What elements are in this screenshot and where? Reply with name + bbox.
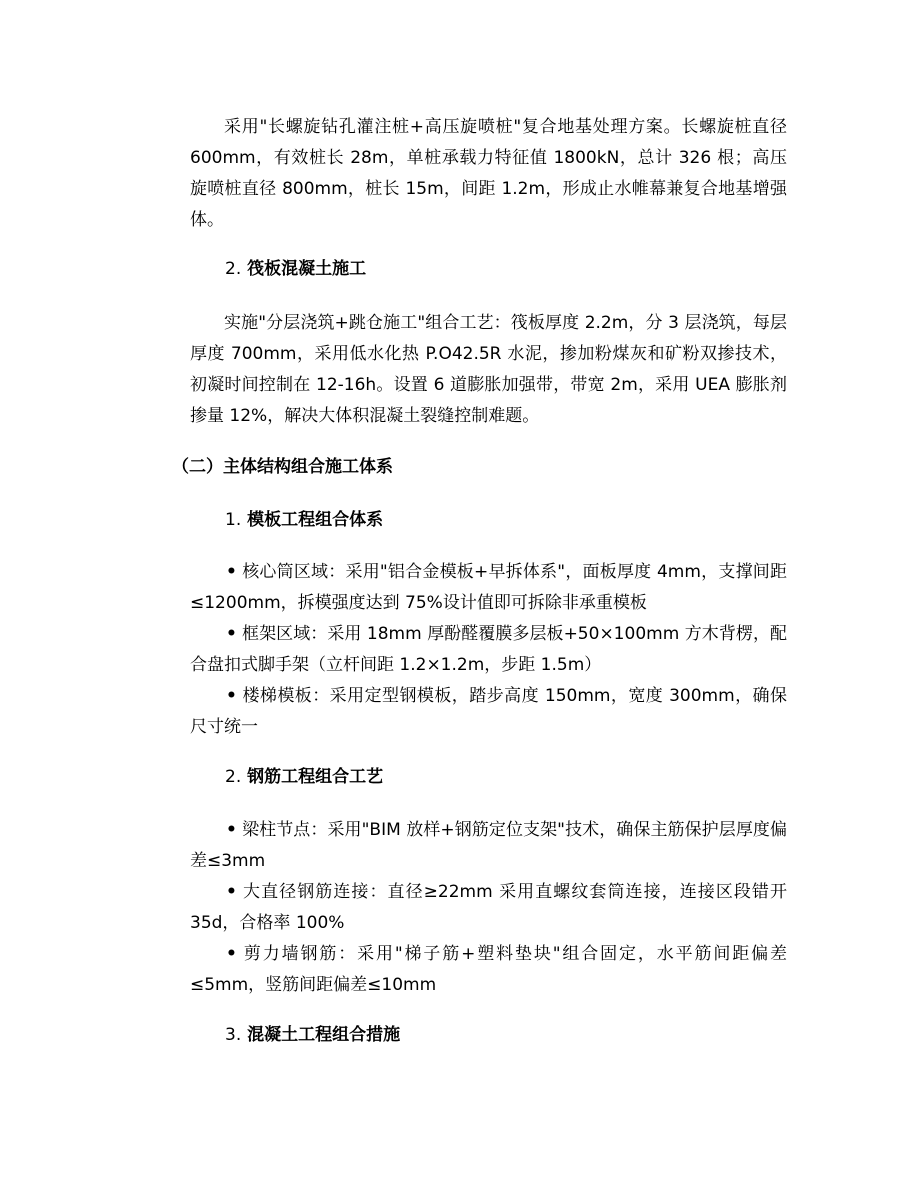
list-item (190, 619, 787, 681)
heading-number: 1. (225, 510, 242, 530)
heading-concrete-measures (225, 1020, 785, 1051)
heading-text: 模板工程组合体系 (247, 510, 384, 530)
list-item (190, 557, 787, 619)
list-item-text: 梁柱节点：采用"BIM 放样+钢筋定位支架"技术，确保主筋保护层厚度偏差≤3mm (190, 820, 787, 871)
list-item-text: 大直径钢筋连接：直径≥22mm 采用直螺纹套筒连接，连接区段错开 35d，合格率 100% (190, 882, 787, 933)
bullet-icon: • (226, 624, 237, 644)
list-item (190, 939, 787, 1001)
heading-text: 筏板混凝土施工 (247, 259, 367, 279)
heading-number: 2. (225, 767, 242, 787)
heading-text: 混凝土工程组合措施 (247, 1025, 401, 1045)
heading-number: 2. (225, 259, 242, 279)
heading-raft-concrete (225, 254, 785, 285)
heading-rebar (225, 762, 785, 793)
list-item (190, 877, 787, 939)
section-heading-main-structure: （二）主体结构组合施工体系 (172, 457, 393, 477)
list-item (190, 681, 787, 743)
bullet-icon: • (226, 686, 237, 706)
paragraph-pile-foundation: 采用"长螺旋钻孔灌注桩+高压旋喷桩"复合地基处理方案。长螺旋桩直径 600mm，有效桩长 28m，单桩承载力特征值 1800kN，总计 326 根；高压旋喷桩直径 800mm，桩长 15m，间距 1.2m，形成止水帷幕兼复合地基增强体。 (190, 117, 787, 230)
bullet-icon: • (226, 882, 237, 902)
bullet-icon: • (226, 562, 237, 582)
heading-number: 3. (225, 1025, 242, 1045)
bullet-icon: • (226, 820, 237, 840)
bullet-icon: • (226, 944, 237, 964)
list-item-text: 核心筒区域：采用"铝合金模板+早拆体系"，面板厚度 4mm，支撑间距≤1200mm，拆模强度达到 75%设计值即可拆除非承重模板 (190, 562, 787, 613)
list-item-text: 剪力墙钢筋：采用"梯子筋+塑料垫块"组合固定，水平筋间距偏差≤5mm，竖筋间距偏差≤10mm (190, 944, 787, 995)
paragraph-raft-concrete: 实施"分层浇筑+跳仓施工"组合工艺：筏板厚度 2.2m，分 3 层浇筑，每层厚度 700mm，采用低水化热 P.O42.5R 水泥，掺加粉煤灰和矿粉双掺技术，初凝时间控制在 12-16h。设置 6 道膨胀加强带，带宽 2m，采用 UEA 膨胀剂掺量 12%，解决大体积混凝土裂缝控制难题。 (190, 313, 787, 426)
list-item (190, 815, 787, 877)
list-item-text: 楼梯模板：采用定型钢模板，踏步高度 150mm，宽度 300mm，确保尺寸统一 (190, 686, 787, 737)
heading-text: 钢筋工程组合工艺 (247, 767, 384, 787)
list-item-text: 框架区域：采用 18mm 厚酚醛覆膜多层板+50×100mm 方木背楞，配合盘扣式脚手架（立杆间距 1.2×1.2m，步距 1.5m） (190, 624, 787, 675)
heading-formwork (225, 505, 785, 536)
